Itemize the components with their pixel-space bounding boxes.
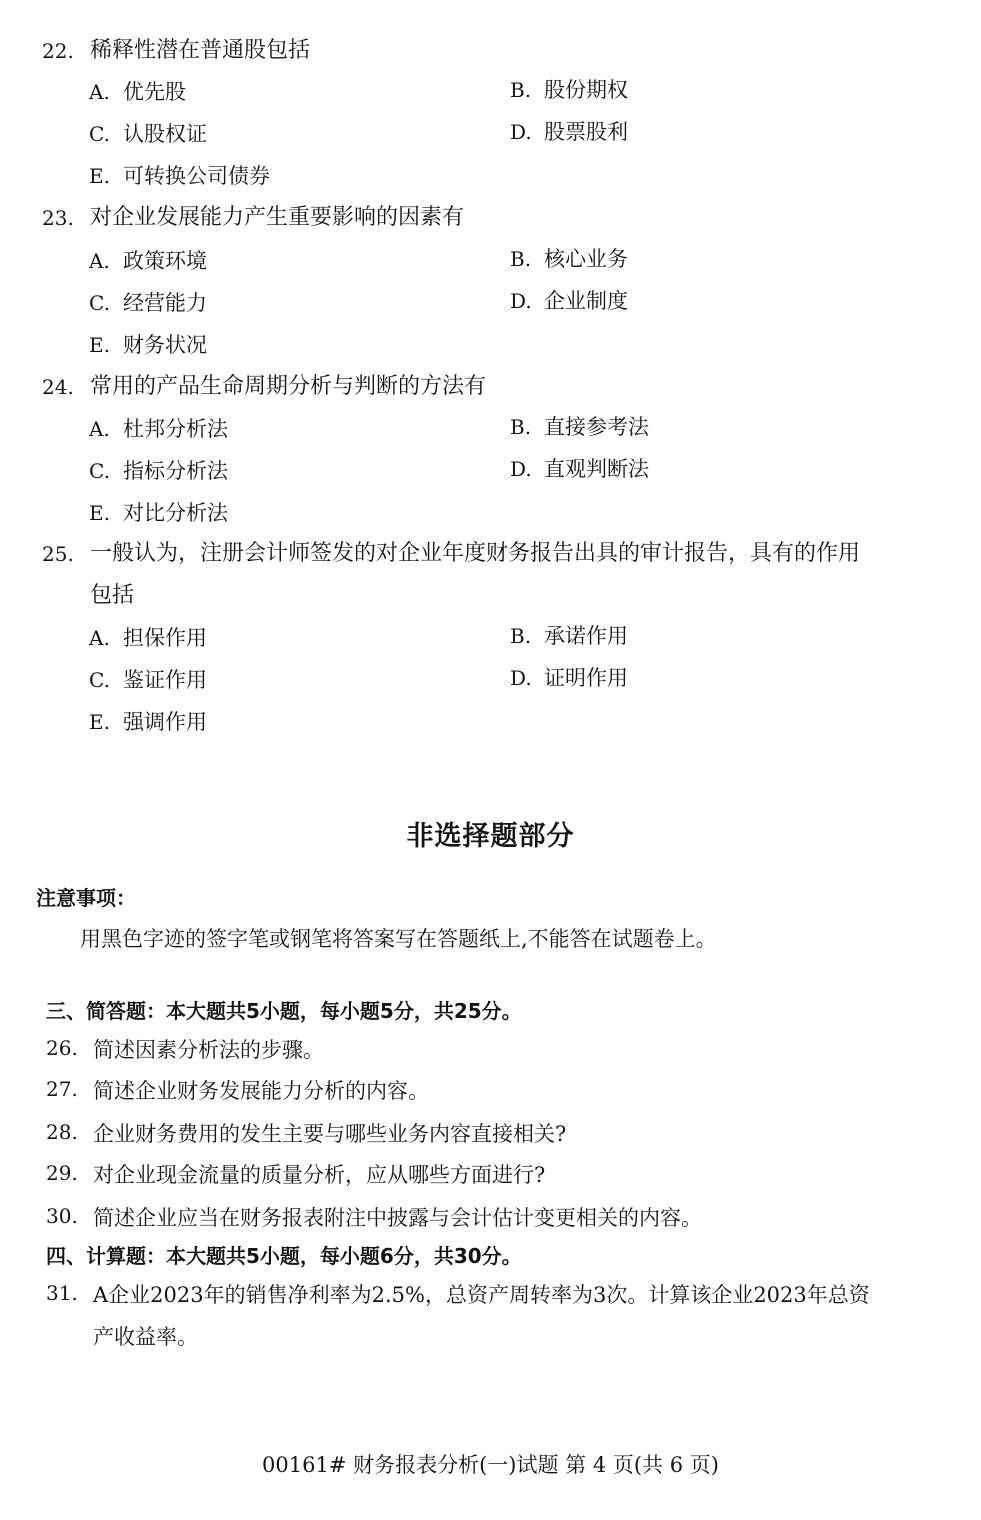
- option-24-c: [89, 456, 228, 486]
- option-22-d: [510, 117, 628, 147]
- option-letter: A.: [89, 249, 110, 273]
- question-number: 26.: [46, 1036, 78, 1060]
- option-letter: D.: [510, 289, 532, 313]
- option-25-a: [89, 623, 207, 653]
- question-text: 简述企业应当在财务报表附注中披露与会计估计变更相关的内容。: [93, 1206, 702, 1230]
- option-23-b: [510, 244, 628, 274]
- option-text: 指标分析法: [123, 459, 228, 483]
- option-text: 企业制度: [544, 289, 628, 313]
- part4-heading: 四、计算题：本大题共5小题，每小题6分，共30分。: [46, 1244, 522, 1268]
- option-text: 杜邦分析法: [123, 417, 228, 441]
- question-number: 29.: [46, 1161, 78, 1185]
- option-text: 担保作用: [123, 626, 207, 650]
- option-letter: B.: [510, 78, 532, 102]
- question-25-continued: [0, 581, 981, 611]
- question-number: 30.: [46, 1204, 78, 1228]
- question-number: 23.: [42, 206, 74, 230]
- question-text: 对企业现金流量的质量分析，应从哪些方面进行?: [93, 1163, 546, 1187]
- option-24-b: [510, 412, 649, 442]
- option-letter: C.: [89, 291, 110, 315]
- option-text: 优先股: [123, 80, 186, 104]
- option-letter: E.: [89, 164, 110, 188]
- option-letter: A.: [89, 80, 110, 104]
- option-letter: E.: [89, 333, 110, 357]
- part3-heading: 三、简答题：本大题共5小题，每小题5分，共25分。: [46, 999, 522, 1023]
- option-text: 政策环境: [123, 249, 207, 273]
- option-text: 鉴证作用: [123, 668, 207, 692]
- option-25-c: [89, 665, 207, 695]
- option-letter: C.: [89, 122, 110, 146]
- question-24: [0, 372, 981, 402]
- option-letter: D.: [510, 120, 532, 144]
- option-23-a: [89, 246, 207, 276]
- question-text: 常用的产品生命周期分析与判断的方法有: [90, 374, 487, 399]
- question-text: 对企业发展能力产生重要影响的因素有: [90, 205, 465, 230]
- option-letter: B.: [510, 415, 532, 439]
- option-text: 股票股利: [544, 120, 628, 144]
- option-text: 证明作用: [544, 666, 628, 690]
- option-text: 承诺作用: [544, 624, 628, 648]
- option-text: 股份期权: [544, 78, 628, 102]
- notice-title: 注意事项：: [36, 886, 136, 910]
- option-25-e: [89, 707, 207, 737]
- question-text: 一般认为，注册会计师签发的对企业年度财务报告出具的审计报告，具有的作用: [90, 541, 861, 566]
- question-number: 25.: [42, 542, 74, 566]
- option-text: 经营能力: [123, 291, 207, 315]
- page-footer: 00161# 财务报表分析(一)试题 第 4 页(共 6 页): [262, 1453, 719, 1477]
- option-24-e: [89, 498, 228, 528]
- option-text: 认股权证: [123, 122, 207, 146]
- option-letter: E.: [89, 710, 110, 734]
- option-24-d: [510, 454, 649, 484]
- option-22-a: [89, 77, 186, 107]
- question-25: [0, 539, 981, 569]
- question-text: 企业财务费用的发生主要与哪些业务内容直接相关?: [93, 1122, 567, 1146]
- question-text: 稀释性潜在普通股包括: [90, 38, 311, 63]
- option-letter: A.: [89, 417, 110, 441]
- question-22: [0, 36, 981, 66]
- question-text: 简述因素分析法的步骤。: [93, 1038, 324, 1062]
- option-letter: A.: [89, 626, 110, 650]
- option-23-e: [89, 330, 207, 360]
- option-22-e: [89, 161, 270, 191]
- notice-text: 用黑色字迹的签字笔或钢笔将答案写在答题纸上,不能答在试题卷上。: [80, 927, 717, 951]
- question-text-continued: 包括: [90, 583, 135, 608]
- option-24-a: [89, 414, 228, 444]
- option-22-c: [89, 119, 207, 149]
- question-text: A企业2023年的销售净利率为2.5%，总资产周转率为3次。计算该企业2023年总资: [93, 1283, 870, 1307]
- option-25-d: [510, 663, 628, 693]
- question-text-continued: 产收益率。: [93, 1325, 198, 1349]
- question-number: 24.: [42, 375, 74, 399]
- option-25-b: [510, 621, 628, 651]
- option-letter: C.: [89, 459, 110, 483]
- option-23-c: [89, 288, 207, 318]
- option-22-b: [510, 75, 628, 105]
- question-number: 28.: [46, 1120, 78, 1144]
- question-number: 31.: [46, 1281, 78, 1305]
- option-text: 直接参考法: [544, 415, 649, 439]
- question-text: 简述企业财务发展能力分析的内容。: [93, 1079, 429, 1103]
- question-number: 27.: [46, 1077, 78, 1101]
- section-title: 非选择题部分: [406, 821, 575, 852]
- option-text: 直观判断法: [544, 457, 649, 481]
- option-letter: E.: [89, 501, 110, 525]
- option-letter: D.: [510, 457, 532, 481]
- option-text: 可转换公司债券: [123, 164, 270, 188]
- option-23-d: [510, 286, 628, 316]
- option-letter: B.: [510, 247, 532, 271]
- question-23: [0, 203, 981, 233]
- question-number: 22.: [42, 39, 74, 63]
- option-letter: D.: [510, 666, 532, 690]
- option-text: 对比分析法: [123, 501, 228, 525]
- option-text: 核心业务: [544, 247, 628, 271]
- option-letter: C.: [89, 668, 110, 692]
- option-text: 强调作用: [123, 710, 207, 734]
- option-text: 财务状况: [123, 333, 207, 357]
- option-letter: B.: [510, 624, 532, 648]
